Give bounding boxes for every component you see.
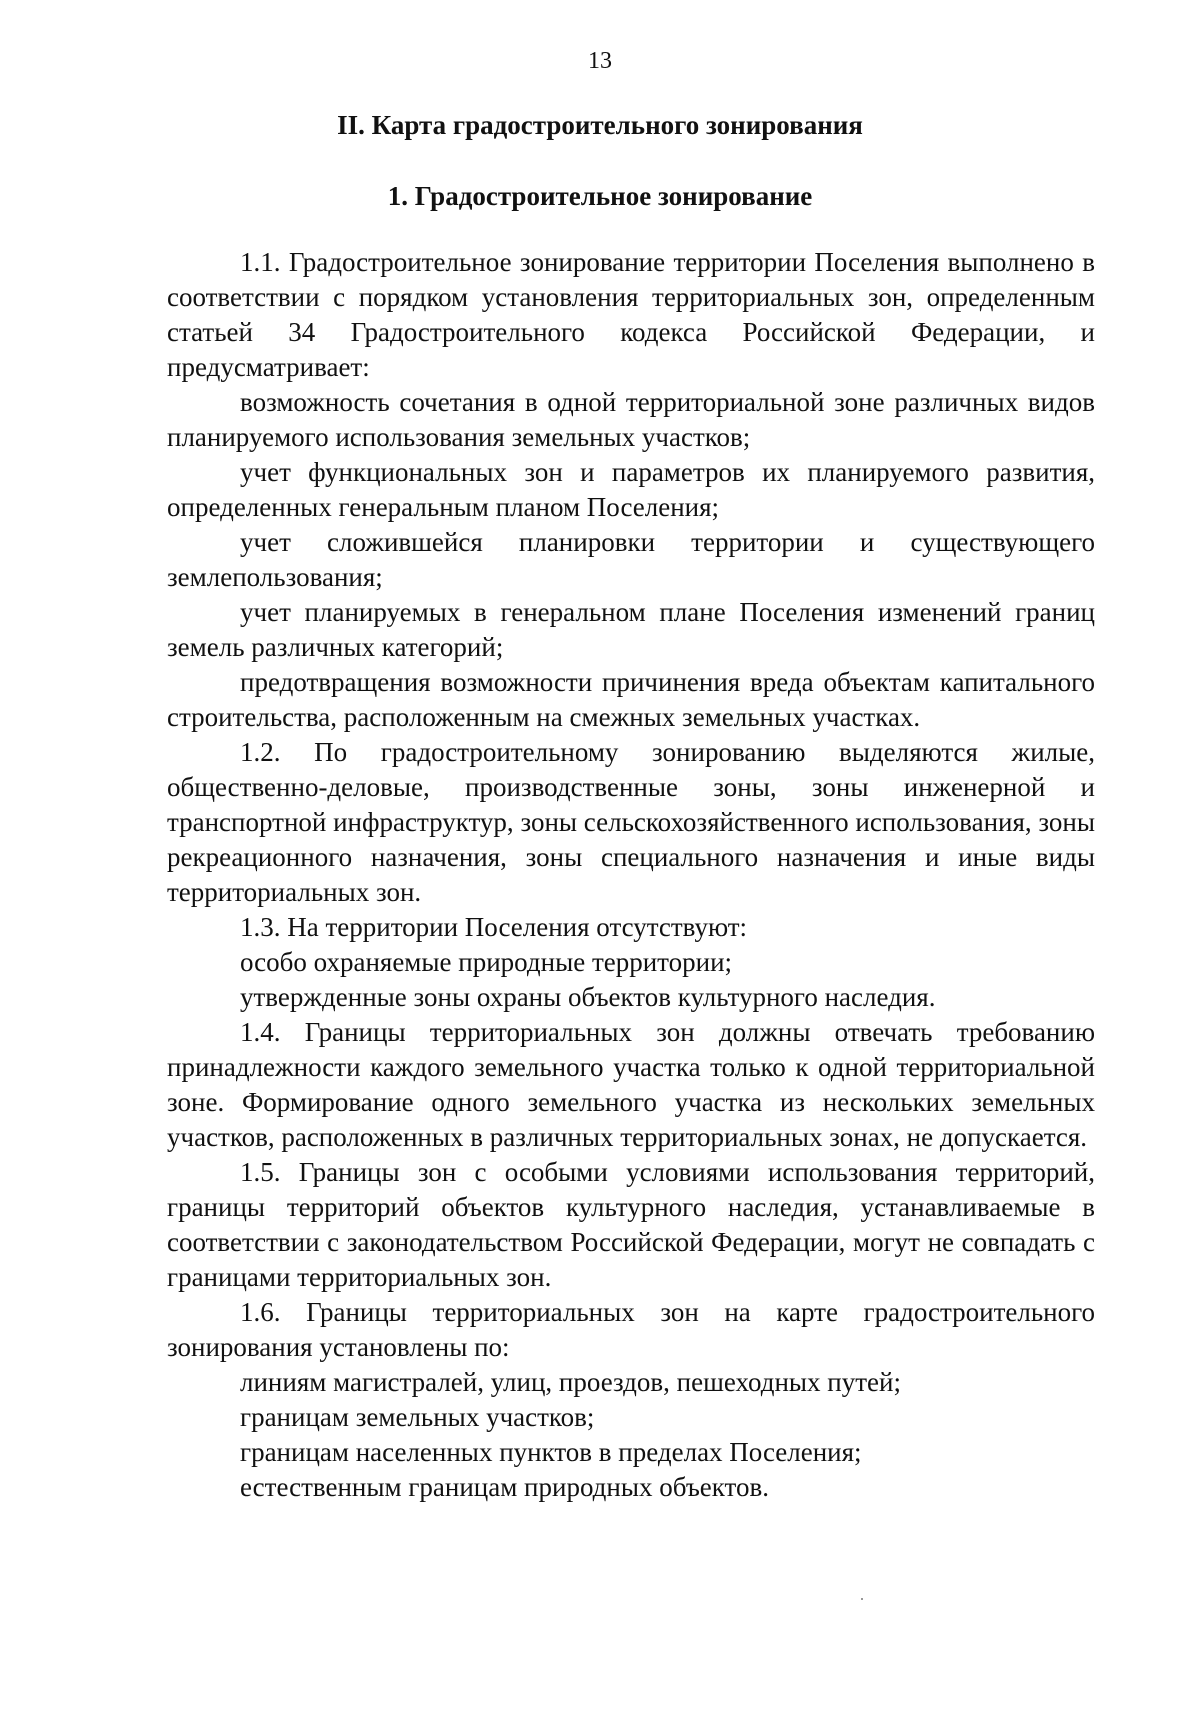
section-title: II. Карта градостроительного зонирования: [337, 110, 863, 140]
subsection-title: 1. Градостроительное зонирование: [387, 181, 813, 211]
list-item: линиям магистралей, улиц, проездов, пешеходных путей;: [240, 1367, 901, 1397]
paragraph-1-3: 1.3. На территории Поселения отсутствуют:: [240, 912, 748, 942]
list-item: учет сложившейся планировки территории и существующего землепользования;: [167, 527, 1095, 592]
paragraph-1-4: 1.4. Границы территориальных зон должны отвечать требованию принадлежности каждого земельного участка только к одной территориальной зоне. Формирование одного земельного участка из нескольких земельных участков, расположенных в различных территориальных зонах, не допускается.: [167, 1017, 1095, 1152]
list-item: учет функциональных зон и параметров их планируемого развития, определенных генеральным планом Поселения;: [167, 457, 1095, 522]
scan-speck: [861, 1598, 863, 1600]
list-item: границам населенных пунктов в пределах Поселения;: [240, 1437, 862, 1467]
list-item: учет планируемых в генеральном плане Поселения изменений границ земель различных категорий;: [167, 597, 1095, 662]
page-number: 13: [588, 48, 612, 74]
paragraph-1-1: 1.1. Градостроительное зонирование территории Поселения выполнено в соответствии с порядком установления территориальных зон, определенным статьей 34 Градостроительного кодекса Российской Федерации, и предусматривает:: [167, 247, 1095, 382]
list-item: утвержденные зоны охраны объектов культурного наследия.: [240, 982, 936, 1012]
paragraph-1-5: 1.5. Границы зон с особыми условиями использования территорий, границы территорий объектов культурного наследия, устанавливаемые в соответствии с законодательством Российской Федерации, могут не совпадать с границами территориальных зон.: [167, 1157, 1095, 1292]
list-item: естественным границам природных объектов.: [240, 1472, 769, 1502]
paragraph-1-2: 1.2. По градостроительному зонированию выделяются жилые, общественно-деловые, производственные зоны, зоны инженерной и транспортной инфраструктур, зоны сельскохозяйственного использования, зоны рекреационного назначения, зоны специального назначения и иные виды территориальных зон.: [167, 737, 1095, 907]
list-item: границам земельных участков;: [240, 1402, 595, 1432]
paragraph-1-6: 1.6. Границы территориальных зон на карте градостроительного зонирования установлены по:: [167, 1297, 1095, 1362]
list-item: предотвращения возможности причинения вреда объектам капитального строительства, расположенным на смежных земельных участках.: [167, 667, 1095, 732]
list-item: возможность сочетания в одной территориальной зоне различных видов планируемого использования земельных участков;: [167, 387, 1095, 452]
body-text: [167, 245, 1095, 1505]
list-item: особо охраняемые природные территории;: [240, 947, 733, 977]
